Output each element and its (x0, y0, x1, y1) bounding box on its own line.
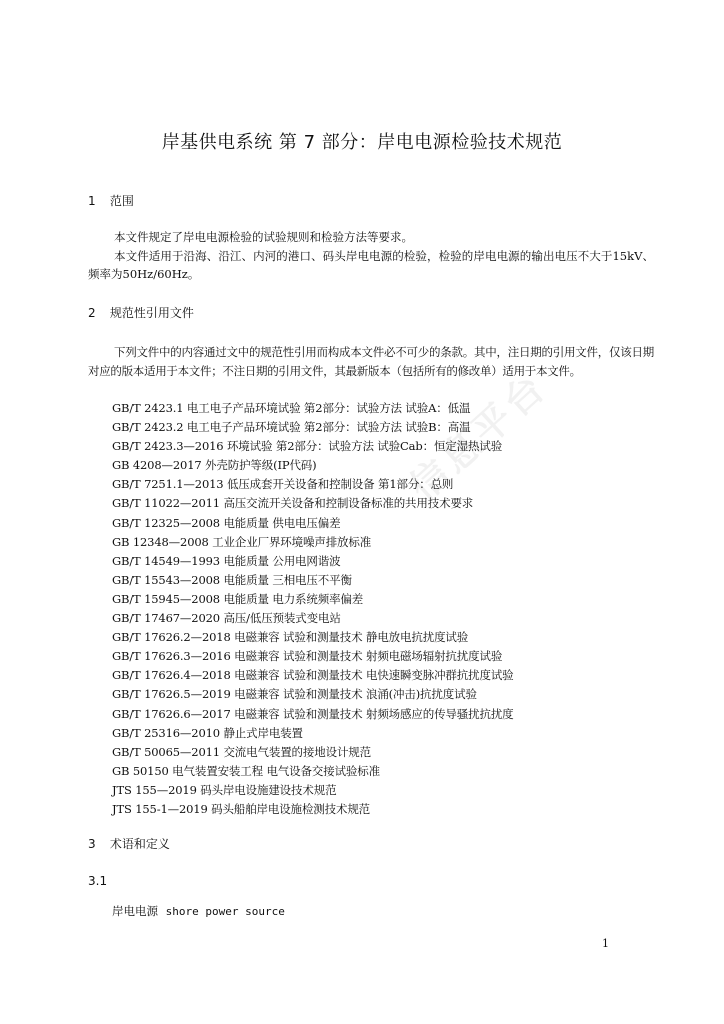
clause-number: 3.1 (88, 874, 108, 888)
reference-item: GB/T 2423.3—2016 环境试验 第2部分：试验方法 试验Cab：恒定湿热试验 (112, 439, 503, 454)
reference-item: GB/T 7251.1—2013 低压成套开关设备和控制设备 第1部分：总则 (112, 477, 454, 492)
scope-paragraph-2: 本文件适用于沿海、沿江、内河的港口、码头岸电电源的检验，检验的岸电电源的输出电压不大于15kV、频率为50Hz/60Hz。 (88, 248, 654, 282)
reference-item: GB/T 25316—2010 静止式岸电装置 (112, 725, 303, 740)
document-title: 岸基供电系统 第 7 部分：岸电电源检验技术规范 (161, 132, 563, 153)
reference-item: GB/T 2423.1 电工电子产品环境试验 第2部分：试验方法 试验A：低温 (112, 401, 471, 415)
term-english: shore power source (165, 905, 285, 918)
section-2-heading (88, 305, 194, 321)
reference-item: GB/T 11022—2011 高压交流开关设备和控制设备标准的共用技术要求 (112, 496, 474, 511)
reference-item: GB/T 15543—2008 电能质量 三相电压不平衡 (112, 572, 352, 587)
page-number: 1 (602, 937, 609, 950)
reference-item: GB/T 17626.6—2017 电磁兼容 试验和测量技术 射频场感应的传导骚扰抗扰度 (112, 706, 514, 721)
section-title: 范围 (109, 194, 134, 208)
section-title: 规范性引用文件 (109, 306, 194, 320)
reference-list (112, 399, 672, 819)
section-number: 2 (88, 306, 96, 320)
section-number: 1 (88, 194, 96, 208)
normative-intro-paragraph: 下列文件中的内容通过文中的规范性引用而构成本文件必不可少的条款。其中，注日期的引用文件，仅该日期对应的版本适用于本文件；不注日期的引用文件，其最新版本（包括所有的修改单）适用于本文件。 (88, 345, 654, 378)
reference-item: GB/T 17626.5—2019 电磁兼容 试验和测量技术 浪涌(冲击)抗扰度试验 (112, 687, 477, 702)
reference-item: GB 12348—2008 工业企业厂界环境噪声排放标准 (112, 534, 372, 549)
scope-paragraph-1: 本文件规定了岸电电源检验的试验规则和检验方法等要求。 (114, 230, 413, 244)
reference-item: GB/T 15945—2008 电能质量 电力系统频率偏差 (112, 591, 364, 606)
reference-item: GB/T 14549—1993 电能质量 公用电网谐波 (112, 553, 341, 568)
reference-item: GB/T 17626.3—2016 电磁兼容 试验和测量技术 射频电磁场辐射抗扰度试验 (112, 649, 503, 664)
section-number: 3 (88, 837, 96, 851)
section-1-heading (88, 193, 134, 209)
term-chinese: 岸电电源 (112, 904, 158, 918)
watermark: 信息平台 (401, 364, 556, 510)
reference-item: GB/T 12325—2008 电能质量 供电电压偏差 (112, 515, 341, 530)
reference-item: GB/T 50065—2011 交流电气装置的接地设计规范 (112, 744, 371, 759)
reference-item: GB/T 17467—2020 高压/低压预装式变电站 (112, 611, 341, 626)
reference-item: JTS 155-1—2019 码头船舶岸电设施检测技术规范 (112, 801, 371, 816)
reference-item: GB/T 17626.2—2018 电磁兼容 试验和测量技术 静电放电抗扰度试验 (112, 630, 469, 645)
reference-item: JTS 155—2019 码头岸电设施建设技术规范 (112, 782, 337, 797)
section-title: 术语和定义 (109, 837, 170, 851)
reference-item: GB/T 17626.4—2018 电磁兼容 试验和测量技术 电快速瞬变脉冲群抗扰度试验 (112, 668, 514, 683)
reference-item: GB 50150 电气装置安装工程 电气设备交接试验标准 (112, 763, 380, 778)
term-definition (112, 903, 285, 920)
section-3-heading (88, 836, 170, 852)
reference-item: GB/T 2423.2 电工电子产品环境试验 第2部分：试验方法 试验B：高温 (112, 420, 471, 435)
reference-item: GB 4208—2017 外壳防护等级(IP代码) (112, 458, 317, 473)
